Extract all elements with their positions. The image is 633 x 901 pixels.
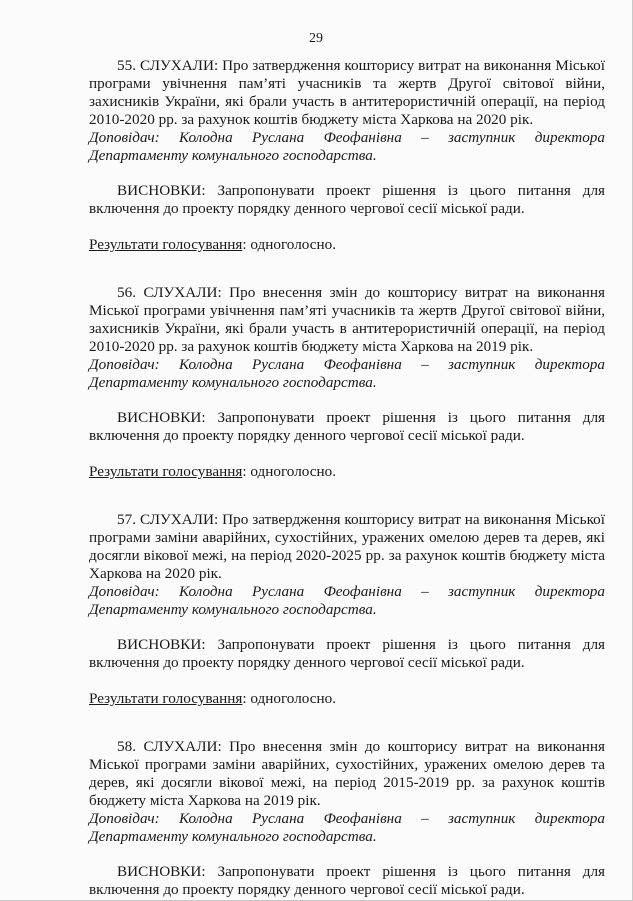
agenda-item-55 [89, 57, 605, 254]
vote-result-text: : одноголосно. [242, 236, 337, 253]
vote-result-label: Результати голосування [89, 463, 243, 480]
heard-label: 57. СЛУХАЛИ: [117, 511, 219, 528]
agenda-item-58 [89, 738, 605, 899]
vote-result-text: : одноголосно. [242, 690, 337, 707]
heard-text: Про затвердження кошторису витрат на виконання Міської програми заміни аварійних, сухостійних, уражених омелою дерев та дерев, які досягли вікової межі, на період 2020-2025 рр. за рахунок коштів бюджету міста Харкова на 2020 рік. [89, 511, 605, 582]
agenda-item-57 [89, 511, 605, 708]
conclusion-label: ВИСНОВКИ: [117, 636, 206, 653]
conclusion-paragraph [89, 636, 605, 672]
conclusion-text: Запропонувати проект рішення із цього питання для включення до проекту порядку денного чергової сесії міської ради. [89, 409, 606, 444]
vote-result-text: : одноголосно. [242, 463, 337, 480]
document-content [89, 57, 605, 899]
conclusion-text: Запропонувати проект рішення із цього питання для включення до проекту порядку денного чергової сесії міської ради. [89, 636, 606, 671]
page-number: 29 [309, 31, 323, 46]
vote-result-label: Результати голосування [89, 236, 243, 253]
conclusion-paragraph [89, 182, 605, 218]
heard-label: 58. СЛУХАЛИ: [117, 738, 222, 755]
conclusion-paragraph [89, 409, 605, 445]
vote-result [89, 463, 605, 481]
heard-label: 55. СЛУХАЛИ: [117, 57, 219, 74]
vote-result [89, 236, 605, 254]
conclusion-label: ВИСНОВКИ: [117, 182, 206, 199]
heard-text: Про внесення змін до кошторису витрат на виконання Міської програми заміни аварійних, сухостійних, уражених омелою дерев та дерев, які досягли вікової межі, на період 2015-2019 рр. за рахунок коштів бюджету міста Харкова на 2019 рік. [89, 738, 605, 809]
conclusion-label: ВИСНОВКИ: [117, 409, 206, 426]
conclusion-paragraph [89, 863, 605, 899]
conclusion-text: Запропонувати проект рішення із цього питання для включення до проекту порядку денного чергової сесії міської ради. [89, 182, 606, 217]
agenda-item-56 [89, 284, 605, 481]
speaker-line: Доповідач: Колодна Руслана Феофанівна – заступник директора Департаменту комунального господарства. [89, 129, 605, 164]
conclusion-label: ВИСНОВКИ: [117, 863, 206, 880]
heard-paragraph [89, 284, 605, 356]
vote-result-label: Результати голосування [89, 690, 243, 707]
heard-text: Про внесення змін до кошторису витрат на виконання Міської програми увічнення пам’яті учасників та жертв Другої світової війни, захисників України, які брали участь в антитерористичній операції, на період 2010-2020 рр. за рахунок коштів бюджету міста Харкова на 2019 рік. [89, 284, 605, 355]
heard-paragraph [89, 57, 605, 129]
heard-paragraph [89, 738, 605, 810]
heard-text: Про затвердження кошторису витрат на виконання Міської програми увічнення пам’яті учасників та жертв Другої світової війни, захисників України, які брали участь в антитерористичній операції, на період 2010-2020 рр. за рахунок коштів бюджету міста Харкова на 2020 рік. [89, 57, 605, 128]
vote-result [89, 690, 605, 708]
conclusion-text: Запропонувати проект рішення із цього питання для включення до проекту порядку денного чергової сесії міської ради. [89, 863, 606, 898]
speaker-line: Доповідач: Колодна Руслана Феофанівна – заступник директора Департаменту комунального господарства. [89, 583, 605, 618]
speaker-line: Доповідач: Колодна Руслана Феофанівна – заступник директора Департаменту комунального господарства. [89, 356, 605, 391]
heard-paragraph [89, 511, 605, 583]
speaker-line: Доповідач: Колодна Руслана Феофанівна – заступник директора Департаменту комунального господарства. [89, 810, 605, 845]
heard-label: 56. СЛУХАЛИ: [117, 284, 222, 301]
